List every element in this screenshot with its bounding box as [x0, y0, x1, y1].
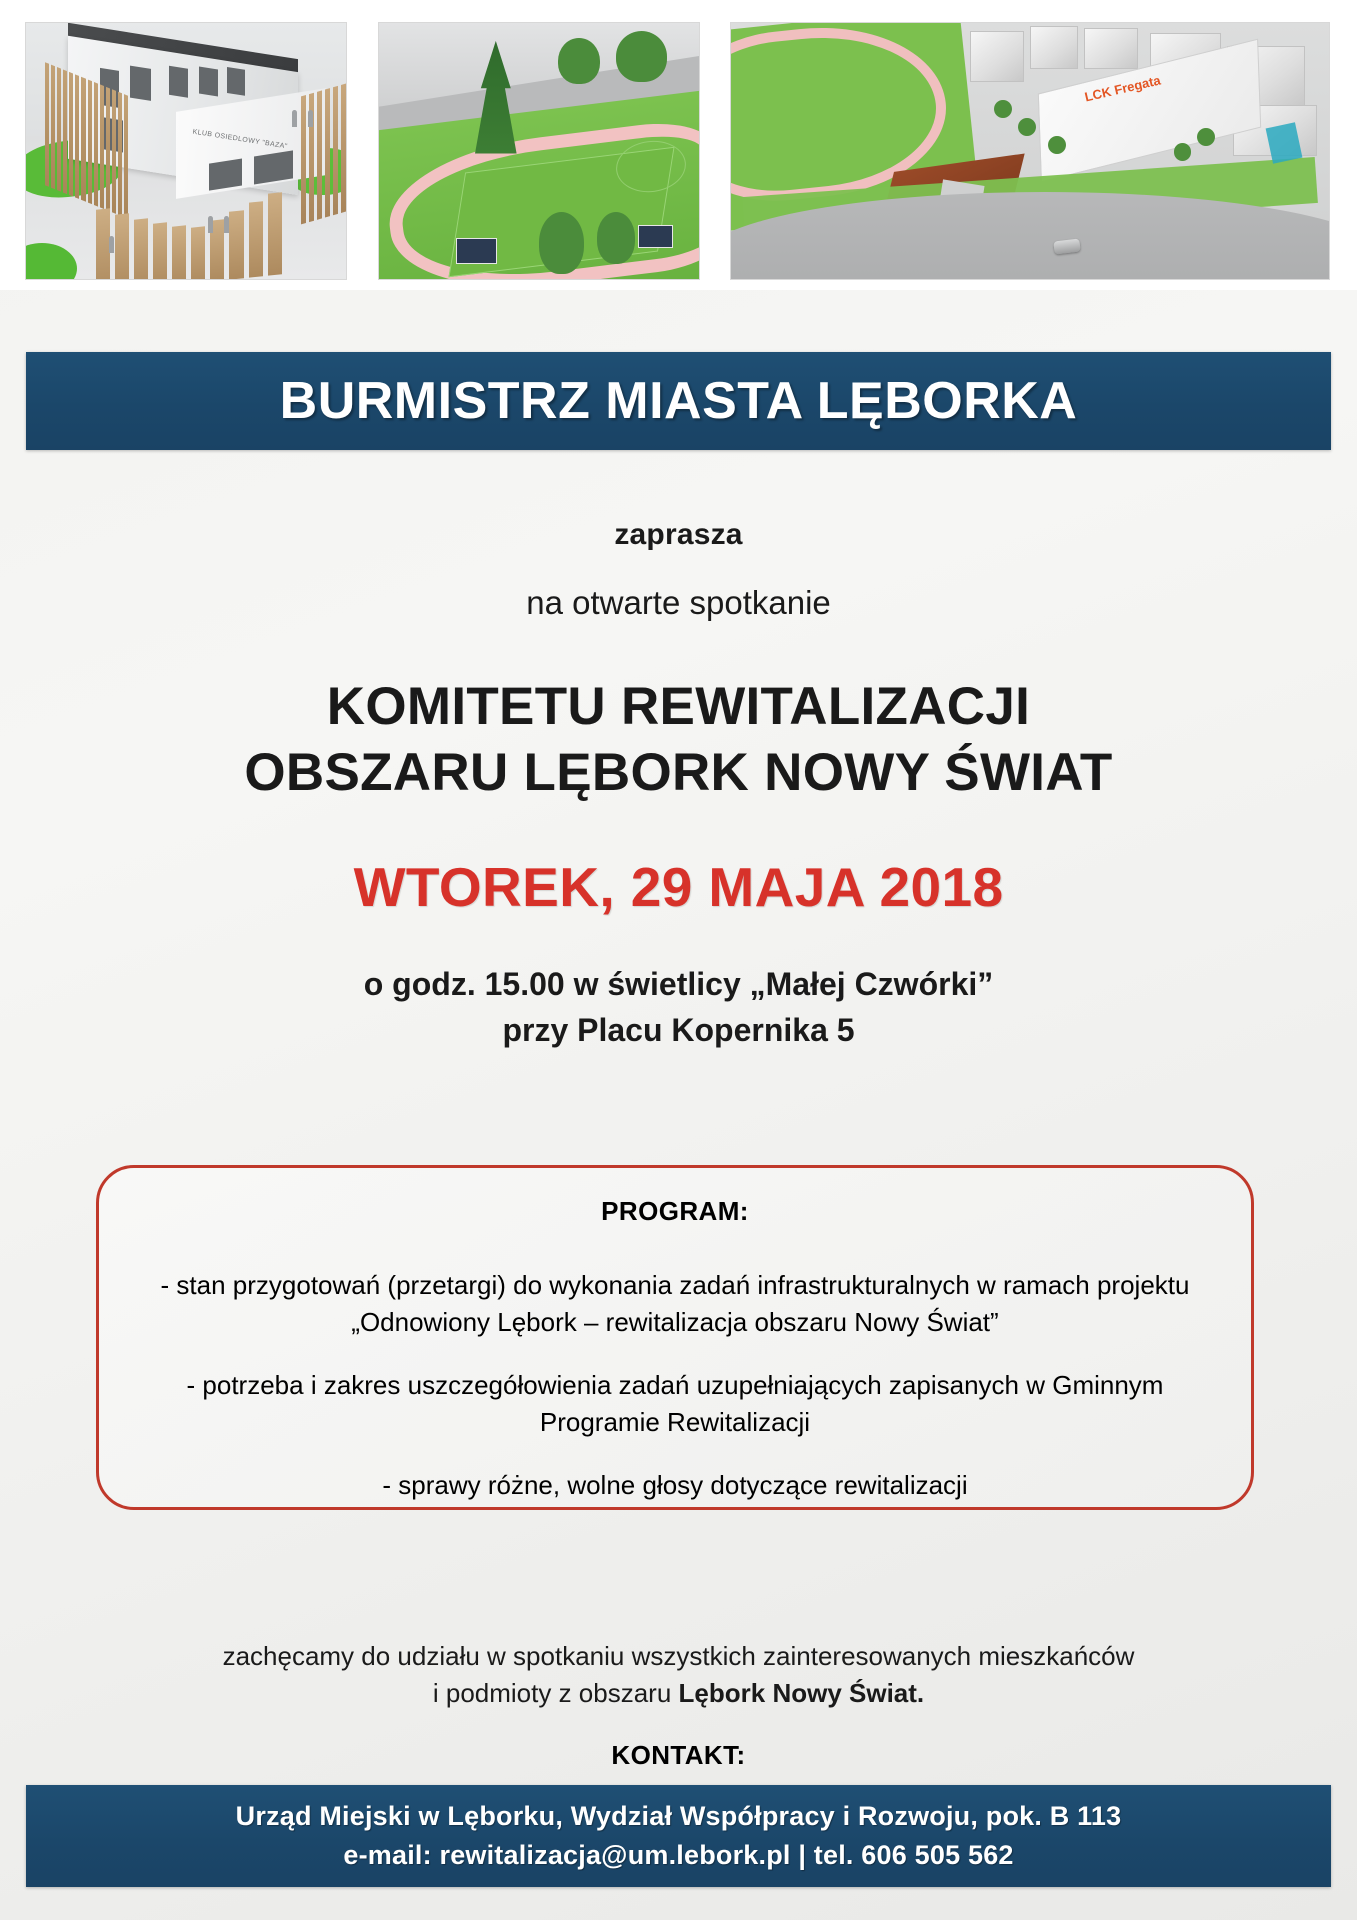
poster-body — [0, 450, 1357, 1053]
program-box — [96, 1165, 1254, 1510]
building-sign-label: KLUB OSIEDLOWY "BAZA" — [192, 128, 289, 151]
tree — [1197, 128, 1215, 146]
tree — [558, 38, 600, 84]
tree — [539, 212, 584, 273]
closing-text — [0, 1638, 1357, 1712]
event-place-line-2: przy Placu Kopernika 5 — [502, 1011, 855, 1048]
closing-line-2-area: Lębork Nowy Świat. — [678, 1677, 925, 1708]
person-figure — [208, 216, 213, 233]
person-figure — [109, 236, 114, 253]
tree — [1018, 118, 1036, 136]
person-figure — [308, 110, 313, 127]
committee-title-line-2: OBSZARU LĘBORK NOWY ŚWIAT — [244, 743, 1113, 803]
building-block — [970, 31, 1024, 82]
closing-line-2 — [0, 1675, 1357, 1712]
photo-boisko-sportowe — [378, 22, 700, 280]
invite-intro: na otwarte spotkanie — [526, 584, 831, 621]
goal-fence — [456, 238, 498, 264]
lck-fregata-label: LCK Fregata — [1083, 72, 1162, 105]
person-figure — [292, 110, 297, 127]
tree — [616, 31, 667, 82]
tree — [994, 100, 1012, 118]
person-figure — [224, 216, 229, 233]
program-item: - sprawy różne, wolne głosy dotyczące rewitalizacji — [382, 1469, 968, 1500]
garage-door — [209, 159, 242, 190]
photo-lck-fregata-aerial — [730, 22, 1330, 280]
header-banner — [26, 352, 1331, 450]
program-item: - potrzeba i zakres uszczegółowienia zadań uzupełniających zapisanych w Gminnym Programie Rewitalizacji — [186, 1369, 1164, 1437]
event-place — [0, 961, 1357, 1054]
window — [227, 67, 245, 96]
building-block — [1030, 26, 1078, 70]
photo-strip — [0, 0, 1357, 290]
event-date: WTOREK, 29 MAJA 2018 — [353, 855, 1004, 918]
photo-klub-osiedlowy-baza — [25, 22, 347, 280]
footer-contact: e-mail: rewitalizacja@um.lebork.pl | tel. 606 505 562 — [343, 1840, 1014, 1870]
window — [169, 65, 187, 97]
closing-line-1: zachęcamy do udziału w spotkaniu wszystkich zainteresowanych mieszkańców — [222, 1641, 1135, 1671]
wooden-slat-wall — [301, 83, 346, 224]
program-item: - stan przygotowań (przetargi) do wykonania zadań infrastrukturalnych w ramach projektu „Odnowiony Lębork – rewitalizacja obszaru Nowy Świat” — [160, 1270, 1190, 1337]
invite-verb: zaprasza — [614, 518, 743, 551]
program-heading: PROGRAM: — [601, 1196, 749, 1226]
tree — [1174, 143, 1192, 161]
committee-title — [0, 674, 1357, 807]
footer-banner — [26, 1785, 1331, 1887]
footer-address: Urząd Miejski w Lęborku, Wydział Współpracy i Rozwoju, pok. B 113 — [235, 1801, 1122, 1831]
closing-line-2-prefix: i podmioty z obszaru — [432, 1677, 679, 1708]
garage-door — [255, 151, 294, 185]
committee-title-line-1: KOMITETU REWITALIZACJI — [326, 677, 1031, 736]
tree — [597, 212, 635, 263]
event-place-line-1: o godz. 15.00 w świetlicy „Małej Czwórki” — [363, 965, 994, 1002]
page-title: BURMISTRZ MIASTA LĘBORKA — [279, 372, 1078, 430]
window — [130, 65, 151, 100]
building-block — [1084, 28, 1138, 69]
tree — [1048, 136, 1066, 154]
window — [199, 66, 217, 96]
kontakt-label: KONTAKT: — [611, 1740, 746, 1770]
goal-fence — [638, 225, 673, 248]
